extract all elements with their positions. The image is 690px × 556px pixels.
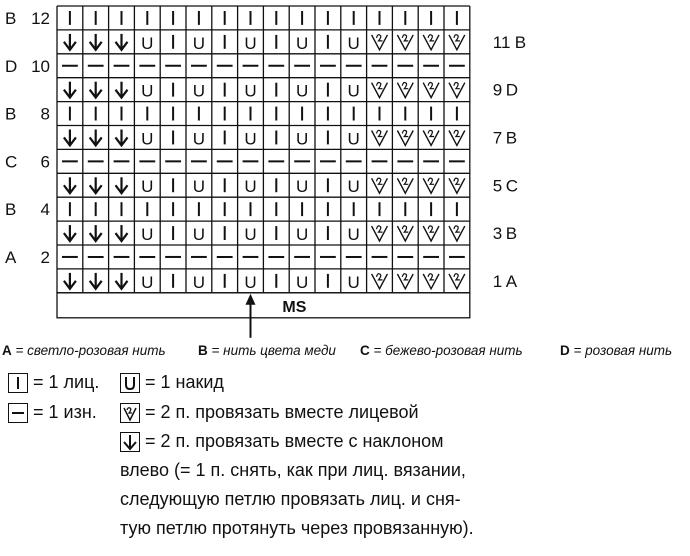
k2tog-stitch-mark (402, 83, 408, 89)
yarn-over-stitch: U (347, 129, 360, 149)
row-yarn-label: C (5, 152, 18, 172)
legend-knit: = 1 лиц. (8, 372, 99, 393)
k2tog-stitch-mark (402, 178, 408, 184)
yarn-over-stitch: U (244, 81, 257, 101)
row-yarn-label: B (5, 8, 17, 28)
yarn-over-stitch: U (192, 81, 206, 101)
yarn-over-stitch: U (295, 225, 309, 244)
yarn-over-stitch: U (192, 272, 206, 292)
row-yarn-label: C (505, 176, 519, 196)
k2tog-stitch-mark (454, 226, 460, 232)
k2tog-stitch-mark (454, 83, 460, 89)
k2tog-stitch-mark (428, 274, 434, 280)
k2tog-symbol-icon (120, 403, 140, 423)
ms-label: MS (282, 298, 307, 316)
yarn-over-stitch: U (244, 33, 257, 53)
k2tog-stitch-mark (428, 35, 434, 41)
yarn-over-stitch: U (244, 129, 257, 149)
row-number-label: 5 (492, 176, 503, 196)
yarn-over-stitch: U (295, 81, 309, 101)
k2tog-stitch (449, 83, 465, 98)
row-number-label: 10 (31, 56, 50, 76)
k2tog-stitch (449, 274, 465, 289)
k2tog-stitch-mark (402, 35, 408, 41)
k2tog-stitch (372, 83, 388, 98)
arrow-head-icon (246, 294, 256, 305)
k2tog-stitch (397, 131, 413, 146)
legend-yo: = 1 накид (120, 372, 224, 393)
k2tog-stitch (372, 226, 388, 241)
row-yarn-label: B (505, 128, 518, 148)
k2tog-stitch-mark (377, 35, 383, 41)
ssk-symbol-icon (120, 432, 140, 452)
yarn-c: C = бежево-розовая нить (360, 343, 523, 358)
k2tog-stitch (397, 274, 413, 289)
yarn-over-stitch: U (347, 33, 360, 53)
yarn-over-stitch: U (141, 177, 154, 197)
k2tog-stitch (449, 178, 465, 193)
yarn-over-stitch: U (295, 177, 309, 197)
k2tog-stitch-mark (428, 83, 434, 89)
yarn-over-stitch: U (244, 272, 257, 292)
row-number-label: 3 (492, 224, 503, 244)
row-number-label: 4 (40, 200, 50, 220)
yarn-over-stitch: U (244, 225, 257, 244)
k2tog-stitch (423, 131, 439, 146)
yarn-over-stitch: U (347, 225, 360, 244)
yarn-over-stitch: U (192, 225, 206, 244)
k2tog-stitch (449, 35, 465, 50)
yarn-over-symbol-icon (120, 373, 140, 393)
row-number-label: 7 (492, 128, 503, 148)
yarn-over-stitch: U (141, 129, 154, 149)
k2tog-stitch (397, 83, 413, 98)
row-yarn-label: B (505, 224, 518, 244)
k2tog-stitch (423, 35, 439, 50)
yarn-a: A = светло-розовая нить (2, 343, 166, 358)
yarn-over-stitch: U (347, 272, 360, 292)
legend-purl: = 1 изн. (8, 402, 97, 423)
row-number-label: 8 (40, 104, 50, 124)
legend-ssk-line3: следующую петлю провязать лиц. и сня- (120, 489, 461, 509)
yarn-b: B = нить цвета меди (198, 343, 336, 358)
yarn-over-stitch: U (347, 81, 360, 101)
k2tog-stitch (372, 131, 388, 146)
k2tog-stitch-mark (454, 130, 460, 136)
yarn-over-stitch: U (192, 129, 206, 149)
yarn-over-stitch: U (192, 177, 206, 197)
yarn-over-stitch: U (141, 225, 154, 244)
k2tog-stitch (423, 178, 439, 193)
k2tog-stitch-mark (428, 226, 434, 232)
k2tog-stitch-mark (377, 130, 383, 136)
legend-ssk-line2: влево (= 1 п. снять, как при лиц. вязании, (120, 460, 466, 480)
row-number-label: 6 (40, 152, 50, 172)
k2tog-stitch-mark (377, 226, 383, 232)
k2tog-stitch (372, 274, 388, 289)
k2tog-stitch (372, 178, 388, 193)
k2tog-stitch-mark (428, 178, 434, 184)
yarn-over-stitch: U (141, 81, 154, 101)
k2tog-stitch-mark (377, 274, 383, 280)
yarn-over-stitch: U (192, 33, 206, 53)
k2tog-stitch (423, 226, 439, 241)
yarn-over-stitch: U (347, 177, 360, 197)
row-number-label: 9 (492, 80, 503, 100)
k2tog-stitch-mark (377, 83, 383, 89)
k2tog-stitch (449, 226, 465, 241)
legend-ssk-line4: тую петлю протянуть через провязанную). (120, 518, 474, 538)
k2tog-stitch-mark (402, 130, 408, 136)
yarn-d: D = розовая нить (560, 343, 673, 358)
row-number-label: 2 (40, 247, 50, 267)
k2tog-stitch (397, 35, 413, 50)
k2tog-stitch (423, 274, 439, 289)
row-yarn-label: A (5, 247, 17, 267)
legend-k2tog: = 2 п. провязать вместе лицевой (120, 402, 419, 423)
row-yarn-label: B (5, 104, 17, 124)
knit-symbol-icon (8, 373, 28, 393)
yarn-over-stitch: U (295, 33, 309, 53)
k2tog-stitch (423, 83, 439, 98)
yarn-over-stitch: U (295, 129, 309, 149)
k2tog-stitch (397, 226, 413, 241)
row-yarn-label: A (505, 271, 518, 291)
row-number-label: 12 (31, 8, 50, 28)
row-yarn-label: D (5, 56, 18, 76)
yarn-over-stitch: U (244, 177, 257, 197)
legend-ssk: = 2 п. провязать вместе с наклоном (120, 431, 444, 452)
row-number-label: 11 (492, 32, 511, 52)
yarn-over-stitch: U (295, 272, 309, 292)
k2tog-stitch-mark (454, 35, 460, 41)
k2tog-stitch (397, 178, 413, 193)
purl-symbol-icon (8, 403, 28, 423)
k2tog-stitch-mark (428, 130, 434, 136)
ms-box (57, 293, 470, 318)
k2tog-stitch-mark (454, 178, 460, 184)
row-yarn-label: B (514, 32, 527, 52)
k2tog-stitch (372, 35, 388, 50)
k2tog-stitch-mark (377, 178, 383, 184)
row-yarn-label: B (5, 200, 17, 220)
yarn-over-stitch: U (141, 272, 154, 292)
k2tog-stitch-mark (402, 226, 408, 232)
k2tog-stitch-mark (402, 274, 408, 280)
row-yarn-label: D (505, 80, 519, 100)
row-number-label: 1 (492, 271, 503, 291)
yarn-over-stitch: U (141, 33, 154, 53)
k2tog-stitch-mark (454, 274, 460, 280)
k2tog-stitch (449, 131, 465, 146)
